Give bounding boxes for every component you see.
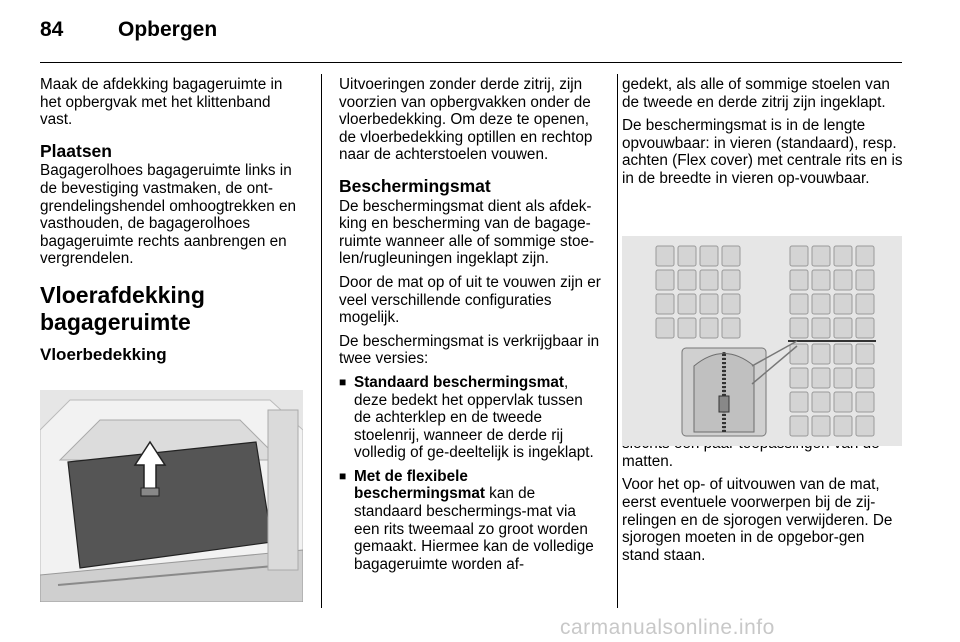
- mat-panel: [856, 318, 874, 338]
- paragraph-uitvouwen: Voor het op- of uitvouwen van de mat, eerst eventuele voorwerpen bij de zij-relingen en de sjorogen verwijderen. De sjorogen moeten in de opgebor-gen stand staan.: [622, 476, 893, 564]
- vloerbedekking-heading: Vloerbedekking: [40, 344, 167, 364]
- bullet-standaard-text: , deze bedekt het oppervlak tussen de achterklep en de tweede stoelenrij, wanneer de derde rij volledig of ge-deeltelijk is ingeklapt.: [354, 373, 594, 462]
- mat-panel: [812, 344, 830, 364]
- mat-panel: [834, 392, 852, 412]
- bullet-standaard: [339, 374, 602, 462]
- mat-panel: [790, 270, 808, 290]
- mat-panel: [856, 392, 874, 412]
- mat-panel: [700, 246, 718, 266]
- mat-panel: [790, 246, 808, 266]
- mat-panel: [834, 270, 852, 290]
- section-heading-line1: Vloerafdekking: [40, 281, 205, 308]
- mat-panel: [812, 246, 830, 266]
- mat-panel: [856, 246, 874, 266]
- paragraph-beschermingsmat: De beschermingsmat dient als afdek-king en bescherming van de bagage-ruimte wanneer alle of sommige stoe-len/rugleuningen ingeklapt zijn.: [339, 197, 595, 268]
- mat-panel: [834, 416, 852, 436]
- mat-panel: [790, 416, 808, 436]
- paragraph-gedekt: gedekt, als alle of sommige stoelen van de tweede en derde zitrij zijn ingeklapt.: [622, 76, 890, 111]
- bullet-marker: ■: [339, 374, 347, 389]
- zipper-flaps: [694, 354, 754, 433]
- mat-panel: [790, 344, 808, 364]
- mat-panel: [678, 294, 696, 314]
- mat-panel: [700, 318, 718, 338]
- mat-panel: [722, 246, 740, 266]
- paragraph-versies: De beschermingsmat is verkrijgbaar in twee versies:: [339, 332, 600, 368]
- mat-panel: [656, 318, 674, 338]
- mat-panel: [812, 318, 830, 338]
- mat-panel: [656, 294, 674, 314]
- mat-panel: [722, 294, 740, 314]
- bullet-standaard-bold: Standaard beschermingsmat: [354, 373, 564, 391]
- mat-panel: [834, 294, 852, 314]
- mat-fold-illustration: [622, 236, 902, 446]
- intro-paragraph: Maak de afdekking bagageruimte in het opbergvak met het klittenband vast.: [40, 76, 283, 129]
- mat-panel: [678, 318, 696, 338]
- mat-panel: [856, 368, 874, 388]
- paragraph-opvouwbaar: De beschermingsmat is in de lengte opvouwbaar: in vieren (standaard), resp. achten (Flex cover) met centrale rits en is in de breedte in vieren op-vouwbaar.: [622, 117, 903, 187]
- trunk-floor-illustration: [40, 390, 303, 602]
- paragraph-configuraties: Door de mat op of uit te vouwen zijn er veel verschillende configuraties mogelijk.: [339, 273, 601, 327]
- plaatsen-paragraph: Bagagerolhoes bagageruimte links in de bevestiging vastmaken, de ont-grendelingshendel omhoogtrekken en vasthouden, de bagagerolhoes bagageruimte rechts aanbrengen en vergrendelen.: [40, 162, 296, 268]
- mat-panel: [856, 416, 874, 436]
- mat-panel: [834, 318, 852, 338]
- mat-panel: [812, 294, 830, 314]
- watermark: carmanualsonline.info: [560, 616, 775, 639]
- mat-panel: [834, 368, 852, 388]
- mat-panel: [856, 294, 874, 314]
- bullet-flexibel-bold: Met de flexibele beschermingsmat: [354, 467, 485, 503]
- mat-panel: [834, 246, 852, 266]
- section-heading: [40, 282, 303, 336]
- mat-panel: [722, 270, 740, 290]
- zipper-pull-icon: [719, 396, 729, 412]
- column-2: [339, 76, 602, 579]
- page-title: Opbergen: [118, 18, 218, 41]
- page-number: 84: [40, 18, 64, 41]
- mat-panel: [790, 368, 808, 388]
- bullet-flexibel: [339, 468, 602, 574]
- column-separator-2: [617, 74, 618, 608]
- column-1: [40, 76, 303, 374]
- mat-panel: [790, 294, 808, 314]
- column-separator-1: [321, 74, 322, 608]
- mat-panel: [790, 318, 808, 338]
- mat-panel: [812, 270, 830, 290]
- beschermingsmat-heading: Beschermingsmat: [339, 175, 491, 196]
- mat-panel: [656, 270, 674, 290]
- side-panel: [268, 410, 298, 570]
- mat-panel: [812, 368, 830, 388]
- section-heading-line2: bagageruimte: [40, 308, 191, 335]
- mat-panel: [722, 318, 740, 338]
- mat-panel: [700, 294, 718, 314]
- bullet-marker: ■: [339, 468, 347, 483]
- mat-panel: [678, 246, 696, 266]
- paragraph-toepassingen: matten.: [622, 452, 674, 470]
- mat-handle: [141, 488, 159, 496]
- mat-panel: [790, 392, 808, 412]
- mat-panel: [856, 270, 874, 290]
- plaatsen-heading: Plaatsen: [40, 140, 112, 161]
- mat-panel: [856, 344, 874, 364]
- mat-panel: [678, 270, 696, 290]
- header-rule: [40, 62, 902, 63]
- mat-panel: [812, 416, 830, 436]
- mat-panel: [656, 246, 674, 266]
- mat-panel: [834, 344, 852, 364]
- paragraph-uitvoeringen: Uitvoeringen zonder derde zitrij, zijn voorzien van opbergvakken onder de vloerbedekking. Om deze te openen, de vloerbedekking optillen en rechtop naar de achterstoelen vouwen.: [339, 76, 593, 164]
- bullet-flexibel-text: kan de standaard beschermings-mat via een rits tweemaal zo groot worden gemaakt. Hiermee kan de volledige bagageruimte worden af-: [354, 485, 594, 573]
- page-header: [40, 18, 217, 42]
- mat-panel: [812, 392, 830, 412]
- mat-panel: [700, 270, 718, 290]
